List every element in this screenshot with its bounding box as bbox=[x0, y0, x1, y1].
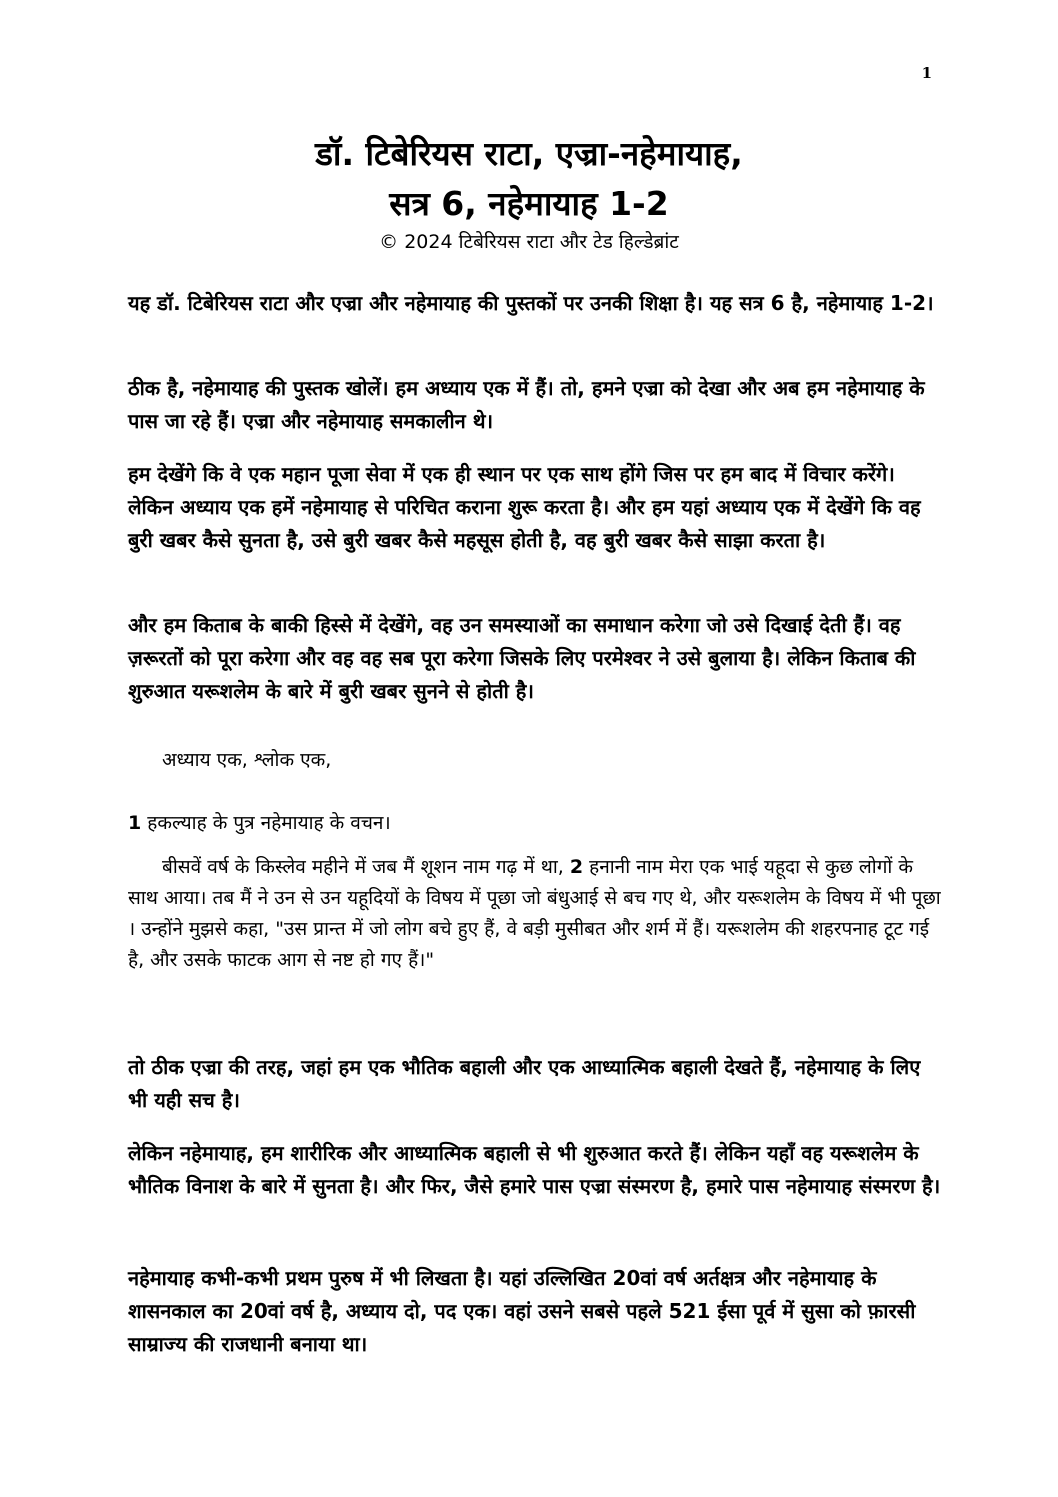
page-number: 1 bbox=[921, 64, 932, 82]
paragraph-2: ठीक है, नहेमायाह की पुस्तक खोलें। हम अध्याय एक में हैं। तो, हमने एज्रा को देखा और अब हम नहेमायाह के पास जा रहे हैं। एज्रा और नहेमायाह समकालीन थे। bbox=[128, 376, 925, 433]
document-title-line-1: डॉ. टिबेरियस राटा, एज्रा-नहेमायाह, bbox=[315, 134, 743, 173]
paragraph-3: हम देखेंगे कि वे एक महान पूजा सेवा में एक ही स्थान पर एक साथ होंगे जिस पर हम बाद में विचार करेंगे। लेकिन अध्याय एक हमें नहेमायाह से परिचित कराना शुरू करता है। और हम यहां अध्याय एक में देखेंगे कि वह बुरी खबर कैसे सुनता है, उसे बुरी खबर कैसे महसूस होती है, वह बुरी खबर कैसे साझा करता है। bbox=[128, 462, 921, 552]
verse-1-text: हकल्याह के पुत्र नहेमायाह के वचन। bbox=[141, 812, 391, 834]
scripture-intro: अध्याय एक, श्लोक एक, bbox=[162, 749, 332, 771]
copyright-line: © 2024 टिबेरियस राटा और टेड हिल्डेब्रांट bbox=[379, 231, 679, 253]
paragraph-4: और हम किताब के बाकी हिस्से में देखेंगे, वह उन समस्याओं का समाधान करेगा जो उसे दिखाई देती हैं। वह ज़रूरतों को पूरा करेगा और वह वह सब पूरा करेगा जिसके लिए परमेश्वर ने उसे बुलाया है। लेकिन किताब की शुरुआत यरूशलेम के बारे में बुरी खबर सुनने से होती है। bbox=[128, 613, 916, 703]
verse-number-1: 1 bbox=[128, 812, 142, 834]
intro-paragraph: यह डॉ. टिबेरियस राटा और एज्रा और नहेमायाह की पुस्तकों पर उनकी शिक्षा है। यह सत्र 6 है, नहेमायाह 1-2। bbox=[128, 291, 934, 315]
passage-text-a: बीसवें वर्ष के किस्लेव महीने में जब मैं शूशन नाम गढ़ में था, bbox=[162, 856, 570, 878]
passage-text-b: हनानी नाम मेरा एक भाई यहूदा से कुछ लोगों के साथ आया। तब मैं ने उन से उन यहूदियों के विषय में पूछा जो बंधुआई से बच गए थे, और यरूशलेम के विषय में भी पूछा । उन्होंने मुझसे कहा, "उस प्रान्त में जो लोग बचे हुए हैं, वे बड़ी मुसीबत और शर्म में हैं। यरूशलेम की शहरपनाह टूट गई है, और उसके फाटक आग से नष्ट हो गए हैं।" bbox=[128, 856, 941, 971]
paragraph-10: नहेमायाह कभी-कभी प्रथम पुरुष में भी लिखता है। यहां उल्लिखित 20वां वर्ष अर्तक्षत्र और नहेमायाह के शासनकाल का 20वां वर्ष है, अध्याय दो, पद एक। वहां उसने सबसे पहले 521 ईसा पूर्व में सुसा को फ़ारसी साम्राज्य की राजधानी बनाया था। bbox=[128, 1266, 916, 1356]
paragraph-9: लेकिन नहेमायाह, हम शारीरिक और आध्यात्मिक बहाली से भी शुरुआत करते हैं। लेकिन यहाँ वह यरूशलेम के भौतिक विनाश के बारे में सुनता है। और फिर, जैसे हमारे पास एज्रा संस्मरण है, हमारे पास नहेमायाह संस्मरण है। bbox=[128, 1141, 941, 1198]
verse-number-2: 2 bbox=[569, 856, 584, 878]
document-title-line-2: सत्र 6, नहेमायाह 1-2 bbox=[389, 184, 669, 223]
scripture-verse-1 bbox=[128, 808, 943, 839]
paragraph-8: तो ठीक एज्रा की तरह, जहां हम एक भौतिक बहाली और एक आध्यात्मिक बहाली देखते हैं, नहेमायाह के लिए भी यही सच है। bbox=[128, 1055, 921, 1112]
scripture-passage bbox=[128, 852, 943, 976]
